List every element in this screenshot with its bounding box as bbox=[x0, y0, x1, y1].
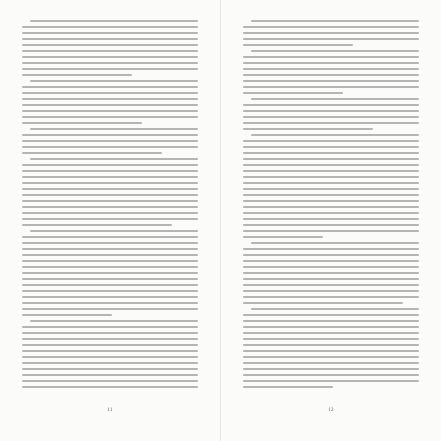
text-line bbox=[243, 86, 419, 88]
text-line bbox=[243, 350, 419, 352]
text-line bbox=[243, 374, 419, 376]
text-line bbox=[243, 320, 419, 322]
text-line bbox=[22, 32, 198, 34]
text-line bbox=[22, 272, 198, 274]
text-line bbox=[243, 224, 419, 226]
text-line bbox=[243, 80, 419, 82]
text-line bbox=[22, 212, 198, 214]
text-line bbox=[22, 134, 198, 136]
text-line bbox=[22, 194, 198, 196]
text-line bbox=[22, 86, 198, 88]
text-line bbox=[30, 320, 198, 322]
text-line bbox=[22, 50, 198, 52]
text-line bbox=[243, 188, 419, 190]
text-line bbox=[243, 74, 419, 76]
text-line bbox=[22, 146, 198, 148]
text-line bbox=[243, 260, 419, 262]
text-line bbox=[22, 140, 198, 142]
text-line bbox=[22, 176, 198, 178]
text-line bbox=[243, 302, 403, 304]
text-line bbox=[243, 290, 419, 292]
text-line bbox=[243, 314, 419, 316]
text-line bbox=[243, 380, 419, 382]
text-line bbox=[22, 104, 198, 106]
text-line bbox=[243, 128, 373, 130]
text-line bbox=[22, 368, 198, 370]
text-line bbox=[243, 212, 419, 214]
text-line bbox=[22, 266, 198, 268]
text-line bbox=[22, 386, 198, 388]
text-line bbox=[251, 134, 419, 136]
text-line bbox=[30, 128, 198, 130]
text-line bbox=[22, 278, 198, 280]
text-line bbox=[22, 116, 198, 118]
text-line bbox=[22, 242, 198, 244]
text-line bbox=[22, 56, 198, 58]
text-line bbox=[243, 206, 419, 208]
left-body-text bbox=[22, 20, 198, 392]
text-line bbox=[22, 332, 198, 334]
text-line bbox=[243, 344, 419, 346]
text-line bbox=[22, 98, 198, 100]
text-line bbox=[243, 362, 419, 364]
text-line bbox=[243, 332, 419, 334]
text-line bbox=[22, 182, 198, 184]
text-line bbox=[22, 122, 142, 124]
text-line bbox=[22, 62, 198, 64]
text-line bbox=[22, 188, 198, 190]
text-line bbox=[22, 314, 112, 316]
text-line bbox=[30, 158, 198, 160]
text-line bbox=[243, 266, 419, 268]
right-body-text bbox=[243, 20, 419, 392]
text-line bbox=[22, 26, 198, 28]
text-line bbox=[243, 338, 419, 340]
text-line bbox=[243, 146, 419, 148]
text-line bbox=[243, 44, 353, 46]
left-page-number: 11 bbox=[107, 408, 113, 413]
text-line bbox=[22, 260, 198, 262]
text-line bbox=[22, 38, 198, 40]
text-line bbox=[243, 296, 419, 298]
text-line bbox=[243, 68, 419, 70]
text-line bbox=[243, 278, 419, 280]
text-line bbox=[22, 254, 198, 256]
text-line bbox=[22, 170, 198, 172]
text-line bbox=[22, 296, 198, 298]
text-line bbox=[243, 92, 343, 94]
text-line bbox=[243, 158, 419, 160]
text-line bbox=[22, 218, 198, 220]
text-line bbox=[22, 362, 198, 364]
text-line bbox=[30, 20, 198, 22]
text-line bbox=[243, 116, 419, 118]
text-line bbox=[243, 356, 419, 358]
text-line bbox=[22, 92, 198, 94]
text-line bbox=[22, 164, 198, 166]
text-line bbox=[243, 62, 419, 64]
text-line bbox=[243, 200, 419, 202]
text-line bbox=[22, 110, 198, 112]
text-line bbox=[251, 20, 419, 22]
text-line bbox=[251, 98, 419, 100]
text-line bbox=[22, 236, 198, 238]
text-line bbox=[251, 242, 419, 244]
text-line bbox=[22, 302, 198, 304]
text-line bbox=[22, 338, 198, 340]
text-line bbox=[243, 368, 419, 370]
text-line bbox=[30, 80, 198, 82]
text-line bbox=[22, 290, 198, 292]
text-line bbox=[243, 236, 323, 238]
text-line bbox=[243, 272, 419, 274]
text-line bbox=[243, 56, 419, 58]
text-line bbox=[22, 380, 198, 382]
text-line bbox=[243, 386, 333, 388]
text-line bbox=[243, 230, 419, 232]
text-line bbox=[243, 170, 419, 172]
text-line bbox=[243, 218, 419, 220]
right-page-number: 12 bbox=[328, 408, 334, 413]
text-line bbox=[243, 194, 419, 196]
text-line bbox=[243, 284, 419, 286]
text-line bbox=[22, 74, 132, 76]
text-line bbox=[22, 374, 198, 376]
text-line bbox=[22, 206, 198, 208]
text-line bbox=[243, 248, 419, 250]
text-line bbox=[30, 230, 198, 232]
text-line bbox=[243, 164, 419, 166]
text-line bbox=[243, 110, 419, 112]
text-line bbox=[22, 326, 198, 328]
text-line bbox=[22, 344, 198, 346]
text-line bbox=[22, 152, 162, 154]
text-line bbox=[22, 44, 198, 46]
text-line bbox=[22, 68, 198, 70]
text-line bbox=[243, 38, 419, 40]
text-line bbox=[251, 308, 419, 310]
text-line bbox=[22, 200, 198, 202]
text-line bbox=[22, 356, 198, 358]
text-line bbox=[22, 284, 198, 286]
text-line bbox=[243, 182, 419, 184]
right-page bbox=[221, 0, 441, 441]
text-line bbox=[243, 152, 419, 154]
left-page bbox=[0, 0, 220, 441]
text-line bbox=[243, 326, 419, 328]
text-line bbox=[243, 26, 419, 28]
text-line bbox=[22, 248, 198, 250]
text-line bbox=[22, 224, 172, 226]
text-line bbox=[243, 176, 419, 178]
text-line bbox=[243, 122, 419, 124]
text-line bbox=[243, 104, 419, 106]
text-line bbox=[251, 50, 419, 52]
text-line bbox=[243, 254, 419, 256]
text-line bbox=[243, 140, 419, 142]
text-line bbox=[243, 32, 419, 34]
text-line bbox=[22, 350, 198, 352]
text-line bbox=[22, 308, 198, 310]
